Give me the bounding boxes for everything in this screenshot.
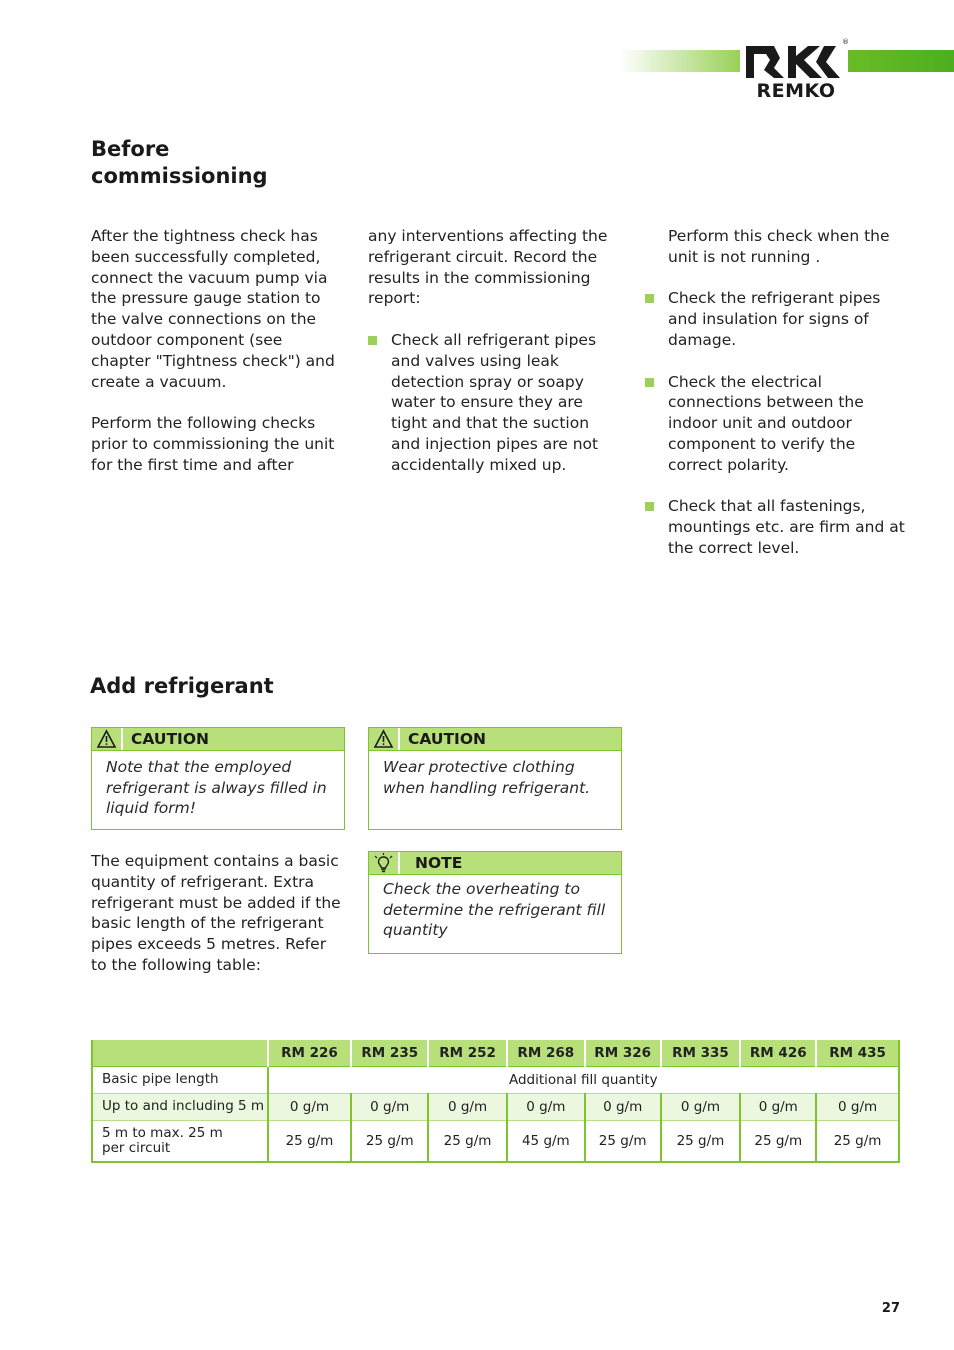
list-item: Check that all fastenings, mountings etc. are firm and at the correct level. [645,496,907,558]
registered-mark: ® [842,38,849,46]
table-cell: 0 g/m [268,1094,352,1121]
warning-triangle-icon [92,728,123,750]
note-box [368,851,622,954]
paragraph: Perform this check when the unit is not running . [668,227,890,266]
refrigerant-fill-table [91,1040,900,1163]
bullet-square-icon [645,378,654,387]
table-cell: 0 g/m [507,1094,585,1121]
note-label: NOTE [415,854,463,872]
table-cell: 25 g/m [428,1121,507,1163]
table-row [92,1067,899,1094]
table-cell: 25 g/m [585,1121,661,1163]
text-column-3 [645,226,907,580]
caution-box-2 [368,727,622,830]
caution-label: CAUTION [131,730,209,748]
caution-text: Note that the employed refrigerant is always filled in liquid form! [106,758,327,817]
table-header-cell: RM 268 [507,1040,585,1067]
table-header-cell: RM 226 [268,1040,352,1067]
lightbulb-icon [369,852,400,874]
title-line-1: Before [91,137,170,161]
paragraph: The equipment contains a basic quantity of refrigerant. Extra refrigerant must be added if the basic length of the refrigerant pipes exceeds 5 metres. Refer to the following table: [91,852,341,974]
list-item: Check the electrical connections between the indoor unit and outdoor component to verify the correct polarity. [645,372,907,476]
table-cell: 0 g/m [816,1094,899,1121]
paragraph: any interventions affecting the refrigerant circuit. Record the results in the commissioning report: [368,227,608,308]
page-number: 27 [881,1301,900,1316]
bullet-square-icon [645,294,654,303]
paragraph: After the tightness check has been successfully completed, connect the vacuum pump via the pressure gauge station to the valve connections on the outdoor component (see chapter "Tightness check") and create a vacuum. [91,227,335,391]
table-cell: 25 g/m [816,1121,899,1163]
note-header [369,852,621,875]
table-cell: 0 g/m [428,1094,507,1121]
caution-header [369,728,621,751]
table-cell-span: Additional fill quantity [268,1067,899,1094]
note-text: Check the overheating to determine the refrigerant fill quantity [383,880,606,939]
bullet-list [368,330,620,476]
table-row [92,1121,899,1163]
table-header-cell: RM 252 [428,1040,507,1067]
table-cell: 25 g/m [740,1121,816,1163]
refrigerant-body-text [91,851,341,997]
row-label: Basic pipe length [92,1067,268,1094]
caution-text: Wear protective clothing when handling refrigerant. [383,758,591,797]
paragraph: Perform the following checks prior to commissioning the unit for the first time and after [91,414,335,474]
table-header-row [92,1040,899,1067]
table-cell: 25 g/m [268,1121,352,1163]
table-cell: 0 g/m [351,1094,428,1121]
section-title-before-commissioning [91,136,268,190]
table-header-cell: RM 435 [816,1040,899,1067]
row-label: Up to and including 5 m [92,1094,268,1121]
table-cell: 0 g/m [661,1094,741,1121]
list-item: Check the refrigerant pipes and insulation for signs of damage. [645,288,907,350]
table-cell: 45 g/m [507,1121,585,1163]
row-label: 5 m to max. 25 m per circuit [92,1121,268,1163]
table-cell: 0 g/m [585,1094,661,1121]
table-header-cell: RM 235 [351,1040,428,1067]
title-line-2: commissioning [91,164,268,188]
brand-name: REMKO [756,80,836,102]
bullet-square-icon [368,336,377,345]
warning-triangle-icon [369,728,400,750]
table-row [92,1094,899,1121]
table-header-cell: RM 426 [740,1040,816,1067]
list-item: Check all refrigerant pipes and valves using leak detection spray or soapy water to ensure they are tight and that the suction and injection pipes are not accidentally mixed up. [368,330,620,476]
text-column-2 [368,226,620,496]
bullet-list [645,288,907,558]
caution-header [92,728,344,751]
table-cell: 25 g/m [351,1121,428,1163]
table-header-cell: RM 335 [661,1040,741,1067]
caution-box-1 [91,727,345,830]
table-cell: 0 g/m [740,1094,816,1121]
table-header-cell [92,1040,268,1067]
table-header-cell: RM 326 [585,1040,661,1067]
table-cell: 25 g/m [661,1121,741,1163]
text-column-1 [91,226,341,496]
bullet-square-icon [645,502,654,511]
caution-label: CAUTION [408,730,486,748]
section-title-add-refrigerant: Add refrigerant [90,674,274,698]
